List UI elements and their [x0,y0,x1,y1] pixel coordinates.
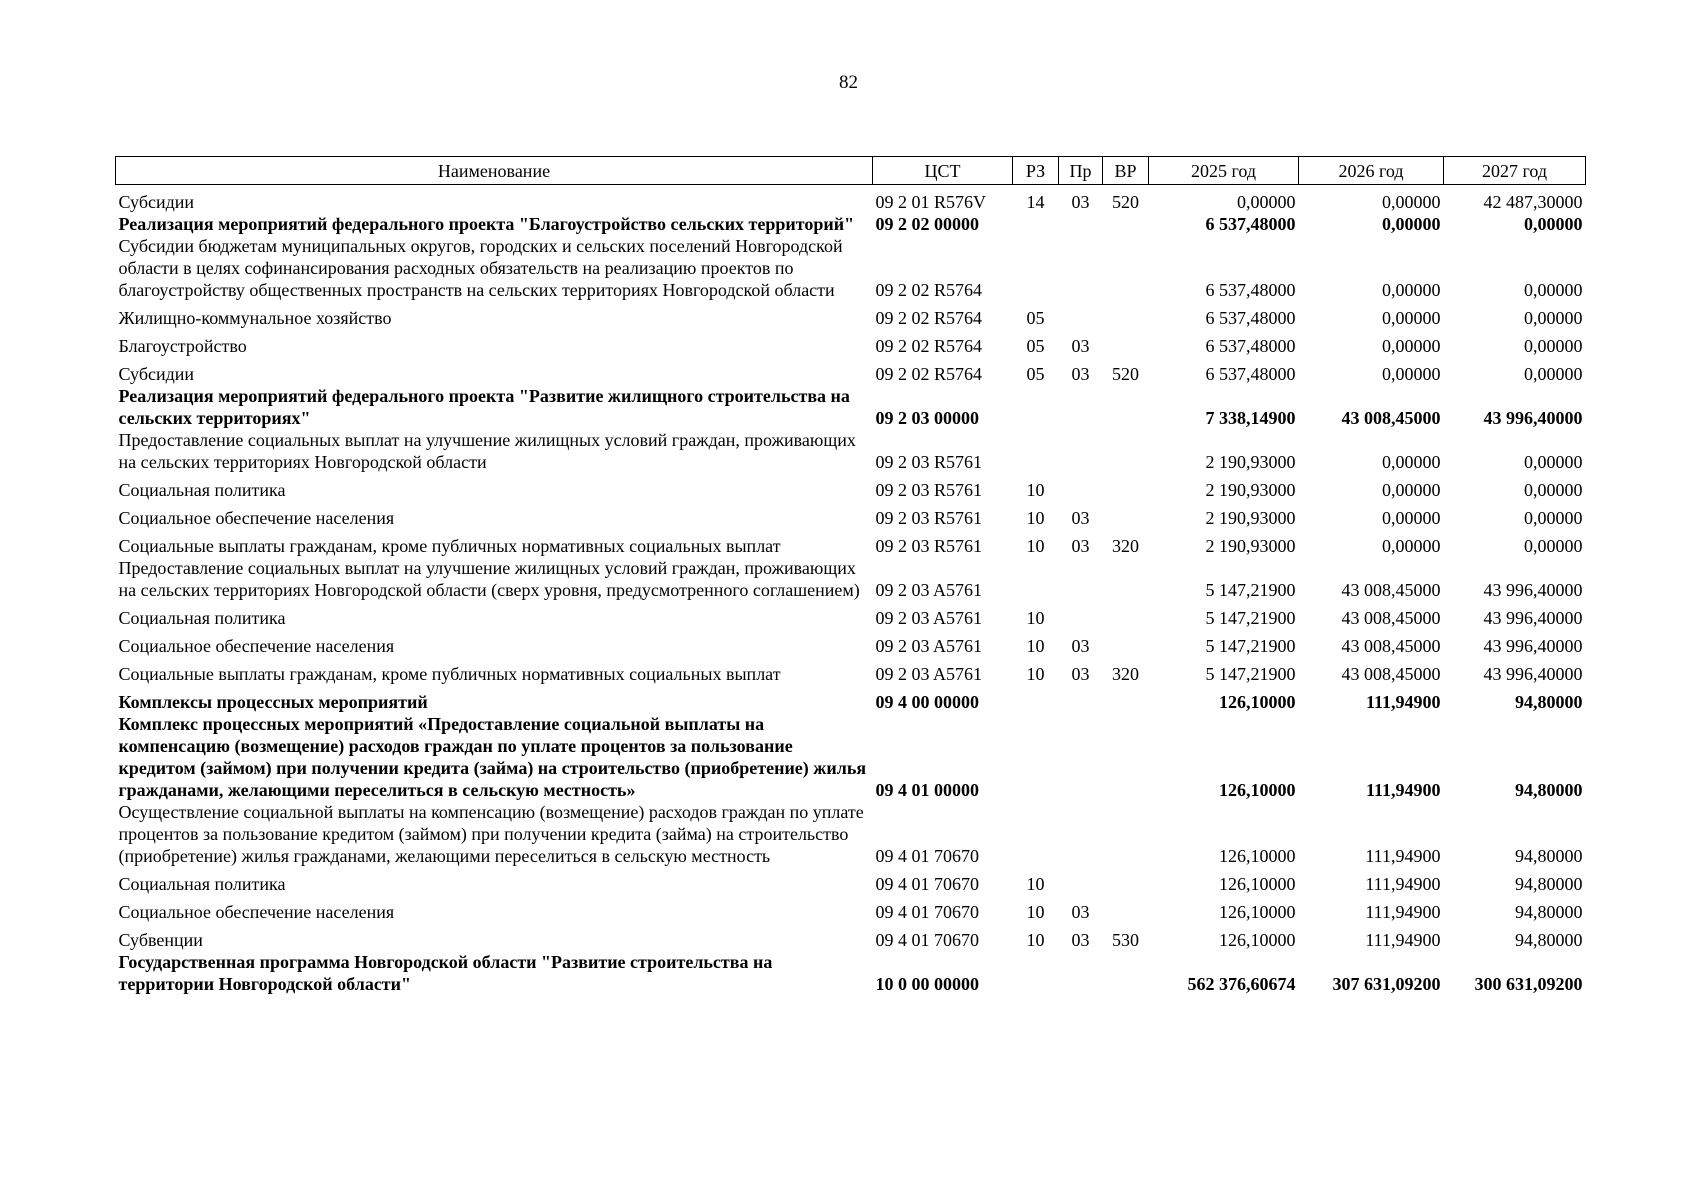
page-number: 82 [839,72,858,93]
row-cst: 09 2 03 A5761 [875,580,983,600]
row-value-2025: 126,10000 [1219,930,1296,950]
row-pr [1059,713,1103,801]
row-rz [1013,213,1059,235]
row-value-2027: 0,00000 [1524,280,1583,300]
row-cst: 09 4 00 00000 [875,692,979,712]
row-rz: 10 [1026,930,1045,950]
row-value-2025: 126,10000 [1219,692,1296,712]
table-row [116,501,1586,529]
row-value-2026: 111,94900 [1365,692,1441,712]
row-pr: 03 [1071,902,1090,922]
row-value-2026: 0,00000 [1382,280,1441,300]
row-rz [1013,557,1059,601]
budget-table [115,156,1586,995]
row-value-2026: 43 008,45000 [1341,580,1441,600]
row-name: Социальное обеспечение населения [118,902,395,922]
row-cst: 10 0 00 00000 [875,974,979,994]
row-rz: 05 [1026,308,1045,328]
row-pr [1059,867,1103,895]
row-value-2025: 6 537,48000 [1205,364,1296,384]
row-value-2025: 126,10000 [1219,874,1296,894]
row-value-2027: 0,00000 [1524,364,1583,384]
row-pr [1059,685,1103,713]
row-value-2025: 126,10000 [1219,846,1296,866]
row-value-2027: 0,00000 [1524,214,1583,234]
row-rz: 14 [1026,192,1045,212]
row-value-2025: 2 190,93000 [1205,480,1296,500]
table-row [116,801,1586,867]
row-cst: 09 2 03 A5761 [875,608,983,628]
row-cst: 09 2 03 R5761 [875,480,983,500]
table-row [116,923,1586,951]
row-cst: 09 4 01 70670 [875,902,979,922]
row-pr [1059,951,1103,995]
row-value-2027: 43 996,40000 [1483,664,1583,684]
row-value-2027: 0,00000 [1524,536,1583,556]
row-name: Субсидии [118,364,195,384]
row-vr [1103,951,1149,995]
header-name: Наименование [116,157,873,185]
row-vr [1103,501,1149,529]
row-value-2025: 7 338,14900 [1205,408,1296,428]
row-value-2027: 42 487,30000 [1483,192,1583,212]
row-pr: 03 [1071,192,1090,212]
header-rz: РЗ [1013,157,1059,185]
row-vr [1103,301,1149,329]
row-value-2025: 2 190,93000 [1205,452,1296,472]
row-cst: 09 4 01 70670 [875,846,979,866]
row-vr [1103,473,1149,501]
row-cst: 09 2 03 A5761 [875,636,983,656]
row-rz: 10 [1026,536,1045,556]
row-rz: 10 [1026,608,1045,628]
row-name: Предоставление социальных выплат на улучшение жилищных условий граждан, проживающих на сельских территориях Новгородской области [118,430,856,472]
table-row [116,385,1586,429]
row-value-2025: 2 190,93000 [1205,536,1296,556]
row-name: Благоустройство [118,336,247,356]
row-value-2025: 126,10000 [1219,780,1296,800]
table-row [116,657,1586,685]
row-value-2025: 6 537,48000 [1205,214,1296,234]
row-name: Осуществление социальной выплаты на компенсацию (возмещение) расходов граждан по уплате процентов за пользование кредитом (займом) при получении кредита (займа) на строительство (приобретение) жилья гражданами, желающими переселиться в сельскую местность [118,802,864,866]
table-row [116,629,1586,657]
row-value-2025: 2 190,93000 [1205,508,1296,528]
header-2025: 2025 год [1149,157,1299,185]
row-name: Социальное обеспечение населения [118,508,395,528]
row-value-2027: 0,00000 [1524,336,1583,356]
row-rz: 10 [1026,508,1045,528]
row-value-2026: 111,94900 [1365,846,1441,866]
row-vr [1103,329,1149,357]
row-rz: 10 [1026,874,1045,894]
row-rz [1013,235,1059,301]
row-value-2027: 0,00000 [1524,508,1583,528]
row-value-2026: 43 008,45000 [1341,408,1441,428]
header-2027: 2027 год [1444,157,1586,185]
row-vr [1103,713,1149,801]
row-value-2027: 94,80000 [1515,780,1583,800]
table-row [116,685,1586,713]
row-vr [1103,629,1149,657]
row-vr [1103,801,1149,867]
row-value-2025: 6 537,48000 [1205,336,1296,356]
row-rz [1013,385,1059,429]
row-name: Субсидии [118,192,195,212]
row-vr [1103,601,1149,629]
row-vr [1103,685,1149,713]
row-name: Социальная политика [118,608,286,628]
row-vr [1103,235,1149,301]
row-pr: 03 [1071,930,1090,950]
table-row [116,867,1586,895]
row-rz [1013,685,1059,713]
row-rz [1013,713,1059,801]
row-value-2026: 43 008,45000 [1341,608,1441,628]
row-value-2025: 5 147,21900 [1205,580,1296,600]
table-row [116,529,1586,557]
row-rz: 10 [1026,902,1045,922]
row-value-2027: 300 631,09200 [1474,974,1583,994]
row-pr [1059,213,1103,235]
row-pr: 03 [1071,364,1090,384]
row-name: Субсидии бюджетам муниципальных округов, городских и сельских поселений Новгородской области в целях софинансирования расходных обязательств на реализацию проектов по благоустройству общественных пространств на сельских территориях Новгородской области [118,236,843,300]
row-value-2027: 0,00000 [1524,480,1583,500]
table-row [116,185,1586,214]
row-cst: 09 2 03 R5761 [875,508,983,528]
row-value-2027: 43 996,40000 [1483,608,1583,628]
row-pr [1059,235,1103,301]
row-pr [1059,801,1103,867]
row-value-2025: 126,10000 [1219,902,1296,922]
row-value-2025: 5 147,21900 [1205,636,1296,656]
row-pr [1059,385,1103,429]
row-name: Предоставление социальных выплат на улучшение жилищных условий граждан, проживающих на сельских территориях Новгородской области (сверх уровня, предусмотренного соглашением) [118,558,860,600]
row-cst: 09 4 01 00000 [875,780,979,800]
row-rz [1013,429,1059,473]
table-body [116,185,1586,996]
row-vr: 520 [1112,192,1139,212]
row-value-2026: 111,94900 [1365,902,1441,922]
row-value-2027: 94,80000 [1515,902,1583,922]
row-rz: 10 [1026,636,1045,656]
row-cst: 09 2 02 R5764 [875,280,983,300]
table-row [116,473,1586,501]
row-cst: 09 2 02 00000 [875,214,979,234]
row-name: Комплексы процессных мероприятий [118,692,428,712]
row-cst: 09 4 01 70670 [875,930,979,950]
header-pr: Пр [1059,157,1103,185]
table-row [116,429,1586,473]
table-header-row [116,157,1586,185]
row-value-2025: 562 376,60674 [1187,974,1296,994]
row-vr: 320 [1112,664,1139,684]
row-value-2027: 94,80000 [1515,874,1583,894]
row-value-2026: 111,94900 [1365,780,1441,800]
table-row [116,951,1586,995]
row-value-2026: 0,00000 [1382,336,1441,356]
row-cst: 09 2 02 R5764 [875,308,983,328]
row-name: Жилищно-коммунальное хозяйство [118,308,392,328]
row-name: Субвенции [118,930,203,950]
row-vr: 520 [1112,364,1139,384]
row-name: Государственная программа Новгородской области "Развитие строительства на территории Новгородской области" [118,952,773,994]
table-row [116,713,1586,801]
table-row [116,601,1586,629]
row-value-2026: 0,00000 [1382,508,1441,528]
row-value-2025: 5 147,21900 [1205,608,1296,628]
row-value-2025: 5 147,21900 [1205,664,1296,684]
row-pr: 03 [1071,664,1090,684]
row-pr: 03 [1071,336,1090,356]
row-rz [1013,801,1059,867]
header-vr: ВР [1103,157,1149,185]
row-value-2026: 0,00000 [1382,536,1441,556]
table-row [116,895,1586,923]
row-name: Социальные выплаты гражданам, кроме публичных нормативных социальных выплат [118,536,781,556]
header-cst: ЦСТ [873,157,1013,185]
row-cst: 09 2 01 R576V [875,192,987,212]
row-vr [1103,867,1149,895]
table-row [116,301,1586,329]
row-value-2025: 6 537,48000 [1205,280,1296,300]
row-rz [1013,951,1059,995]
row-value-2027: 0,00000 [1524,452,1583,472]
table-row [116,557,1586,601]
row-value-2025: 6 537,48000 [1205,308,1296,328]
row-value-2027: 43 996,40000 [1483,636,1583,656]
row-rz: 10 [1026,480,1045,500]
row-rz: 10 [1026,664,1045,684]
table-row [116,235,1586,301]
row-pr: 03 [1071,508,1090,528]
row-value-2026: 43 008,45000 [1341,664,1441,684]
row-value-2026: 0,00000 [1382,308,1441,328]
row-value-2026: 0,00000 [1382,452,1441,472]
row-pr [1059,429,1103,473]
row-cst: 09 4 01 70670 [875,874,979,894]
row-name: Социальная политика [118,874,286,894]
row-pr: 03 [1071,536,1090,556]
row-name: Реализация мероприятий федерального проекта "Развитие жилищного строительства на сельских территориях" [118,386,850,428]
row-name: Комплекс процессных мероприятий «Предоставление социальной выплаты на компенсацию (возмещение) расходов граждан по уплате процентов за пользование кредитом (займом) при получении кредита (займа) на строительство (приобретение) жилья гражданами, желающими переселиться в сельскую местность» [118,714,867,800]
row-vr [1103,213,1149,235]
row-vr [1103,385,1149,429]
row-value-2026: 111,94900 [1365,930,1441,950]
row-vr: 530 [1112,930,1139,950]
row-vr: 320 [1112,536,1139,556]
row-name: Реализация мероприятий федерального проекта "Благоустройство сельских территорий" [118,214,855,234]
row-value-2026: 307 631,09200 [1332,974,1441,994]
row-value-2026: 43 008,45000 [1341,636,1441,656]
table-row [116,213,1586,235]
row-value-2027: 94,80000 [1515,930,1583,950]
row-value-2027: 43 996,40000 [1483,408,1583,428]
row-name: Социальная политика [118,480,286,500]
row-name: Социальное обеспечение населения [118,636,395,656]
header-2026: 2026 год [1299,157,1444,185]
row-pr [1059,557,1103,601]
row-value-2026: 0,00000 [1382,192,1441,212]
row-name: Социальные выплаты гражданам, кроме публичных нормативных социальных выплат [118,664,781,684]
row-value-2026: 0,00000 [1382,364,1441,384]
row-value-2026: 0,00000 [1382,480,1441,500]
row-value-2027: 0,00000 [1524,308,1583,328]
row-pr [1059,473,1103,501]
row-cst: 09 2 02 R5764 [875,364,983,384]
row-value-2027: 94,80000 [1515,692,1583,712]
row-pr [1059,601,1103,629]
row-value-2027: 43 996,40000 [1483,580,1583,600]
row-rz: 05 [1026,364,1045,384]
row-value-2026: 0,00000 [1382,214,1441,234]
row-pr [1059,301,1103,329]
row-value-2025: 0,00000 [1237,192,1296,212]
row-cst: 09 2 03 R5761 [875,536,983,556]
row-value-2027: 94,80000 [1515,846,1583,866]
row-cst: 09 2 03 A5761 [875,664,983,684]
row-cst: 09 2 02 R5764 [875,336,983,356]
table-row [116,329,1586,357]
row-vr [1103,557,1149,601]
row-pr: 03 [1071,636,1090,656]
row-value-2026: 111,94900 [1365,874,1441,894]
row-cst: 09 2 03 R5761 [875,452,983,472]
row-vr [1103,429,1149,473]
row-cst: 09 2 03 00000 [875,408,979,428]
table-row [116,357,1586,385]
row-rz: 05 [1026,336,1045,356]
row-vr [1103,895,1149,923]
